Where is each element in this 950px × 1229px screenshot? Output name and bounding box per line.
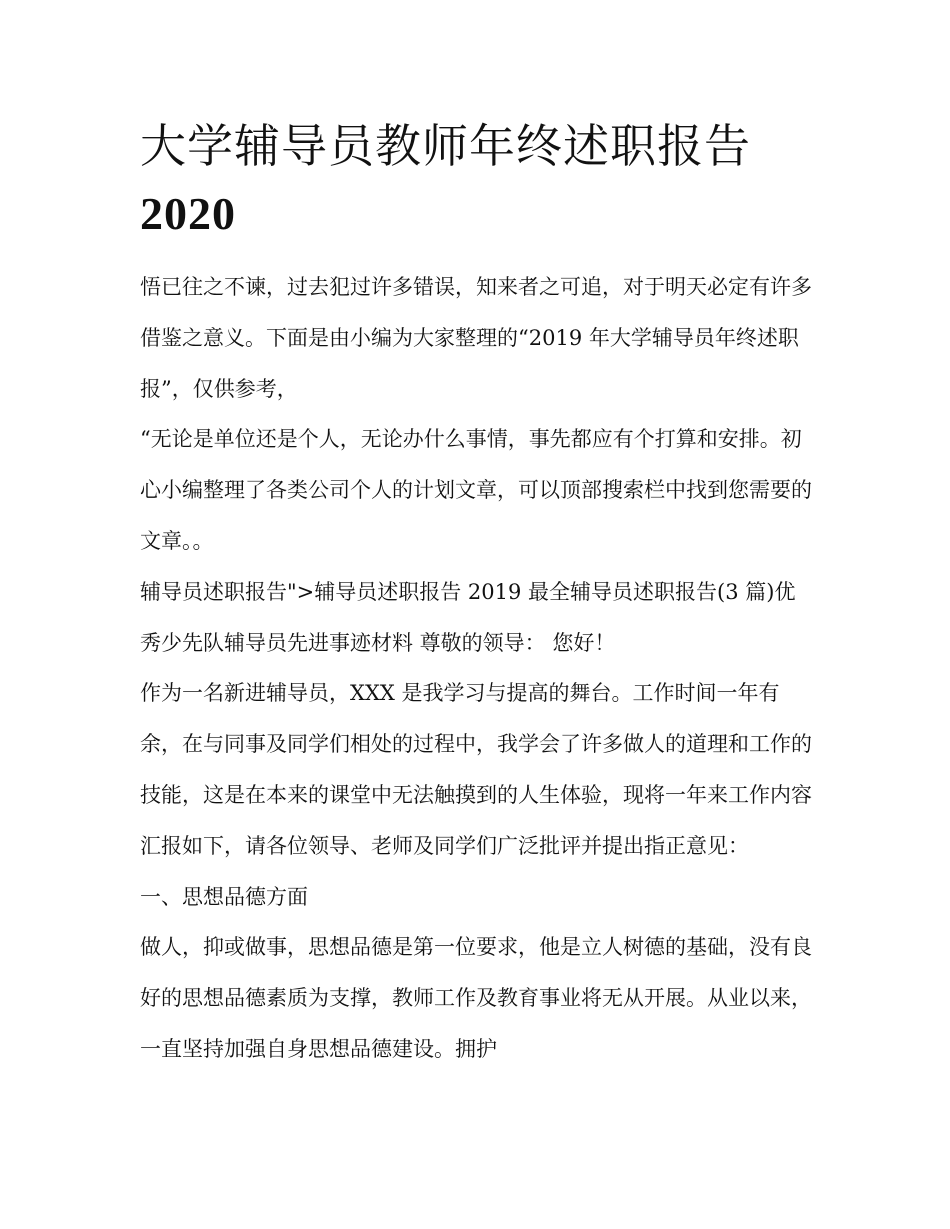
title-text: 大学辅导员教师年终述职报告 bbox=[140, 119, 751, 173]
editor-note-paragraph: “无论是单位还是个人，无论办什么事情，事先都应有个打算和安排。初心小编整理了各类公司个人的计划文章，可以顶部搜索栏中找到您需要的文章。。 bbox=[140, 427, 812, 553]
title-year: 2020 bbox=[140, 188, 236, 239]
intro-paragraph: 悟已往之不谏，过去犯过许多错误，知来者之可追，对于明天必定有许多借鉴之意义。下面是由小编为大家整理的“2019 年大学辅导员年终述职报”，仅供参考， bbox=[140, 275, 812, 401]
report-links-paragraph: 辅导员述职报告">辅导员述职报告 2019 最全辅导员述职报告(3 篇)优秀少先队辅导员先进事迹材料 尊敬的领导： 您好！ bbox=[140, 579, 796, 655]
section-heading: 一、思想品德方面 bbox=[140, 884, 308, 909]
document-body bbox=[140, 262, 812, 1075]
document-title bbox=[140, 112, 830, 248]
summary-paragraph: 作为一名新进辅导员，XXX 是我学习与提高的舞台。工作时间一年有余，在与同事及同学们相处的过程中，我学会了许多做人的道理和工作的技能，这是在本来的课堂中无法触摸到的人生体验，现将一年来工作内容汇报如下，请各位领导、老师及同学们广泛批评并提出指正意见： bbox=[140, 681, 812, 858]
moral-character-paragraph: 做人，抑或做事，思想品德是第一位要求，他是立人树德的基础，没有良好的思想品德素质为支撑，教师工作及教育事业将无从开展。从业以来，一直坚持加强自身思想品德建设。拥护 bbox=[140, 935, 812, 1061]
